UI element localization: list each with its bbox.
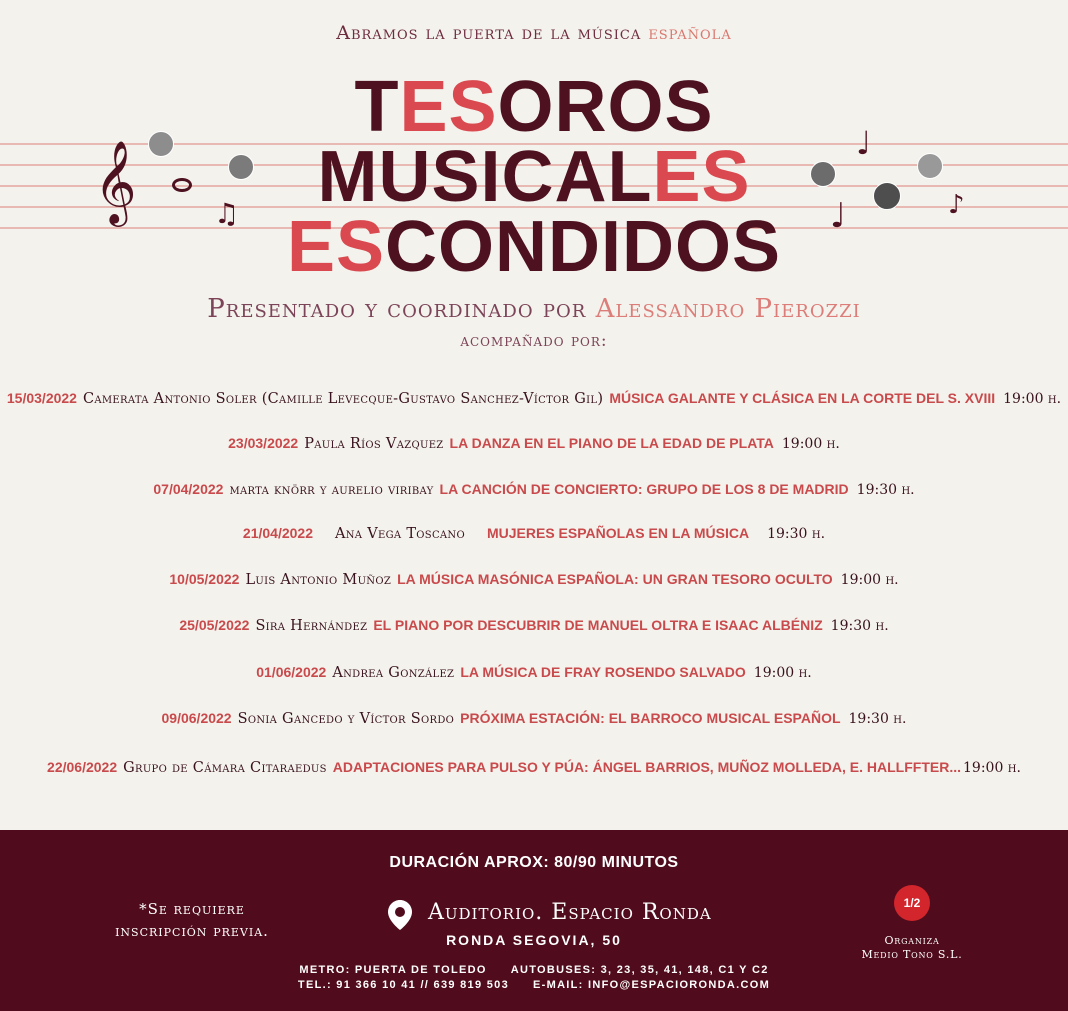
contact-info [0,963,1068,993]
footer [0,830,1068,1011]
event-time: 19:00 h. [753,665,812,681]
event-date: 15/03/2022 [6,390,77,406]
event-time: 19:30 h. [830,618,889,634]
event-time: 19:30 h. [856,482,915,498]
event-title: ADAPTACIONES PARA PULSO Y PÚA: ÁNGEL BARRIOS, MUÑOZ MOLLEDA, E. HALLFFTER... [332,759,961,775]
eighth-note-icon: ♪ [948,190,965,220]
event-artist: Sonia Gancedo y Víctor Sordo [237,711,455,727]
phone-info: TEL.: 91 366 10 41 // 639 819 503 [297,979,509,991]
event-artist: Grupo de Cámara Citaraedus [123,760,327,776]
treble-clef-icon: 𝄞 [94,139,137,223]
event-row [0,390,1068,407]
event-artist: Paula Ríos Vazquez [304,436,444,452]
event-title: MÚSICA GALANTE Y CLÁSICA EN LA CORTE DEL S. XVIII [609,390,996,406]
event-row [0,710,1068,727]
title-line-1: TESOROS [354,67,714,147]
event-date: 21/04/2022 [242,525,313,541]
presenter-prefix: Presentado y coordinado por [207,294,587,324]
event-time: 19:30 h. [767,526,826,542]
event-row [0,525,1068,542]
email-link[interactable]: E-MAIL: INFO@ESPACIORONDA.COM [533,979,771,991]
event-date: 10/05/2022 [169,571,240,587]
event-date: 09/06/2022 [161,710,232,726]
event-row [0,664,1068,681]
event-date: 25/05/2022 [179,617,250,633]
note-line-2: inscripción previa. [115,922,269,940]
event-artist: Camerata Antonio Soler (Camille Levecque-Gustavo Sanchez-Víctor Gil) [82,391,604,407]
event-title: LA MÚSICA MASÓNICA ESPAÑOLA: UN GRAN TESORO OCULTO [397,571,833,587]
event-row [0,481,1068,498]
note-line-1: *Se requiere [139,900,245,918]
event-time: 19:00 h. [840,572,899,588]
eighth-notes-icon: ♫ [214,197,240,230]
event-artist: marta knörr y aurelio viribay [229,482,434,498]
event-title: PRÓXIMA ESTACIÓN: EL BARROCO MUSICAL ESPAÑOL [460,710,841,726]
event-artist: Luis Antonio Muñoz [245,572,392,588]
event-time: 19:30 h. [848,711,907,727]
event-artist: Ana Vega Toscano [334,526,465,542]
organizer-label: Organiza [884,934,940,947]
venue-name: Auditorio. Espacio Ronda [428,900,712,925]
event-row [0,435,1068,452]
event-row [0,617,1068,634]
event-title: EL PIANO POR DESCUBRIR DE MANUEL OLTRA E ISAAC ALBÉNIZ [373,617,823,633]
half-note-icon: ♩ [830,196,847,236]
event-artist: Andrea González [332,665,455,681]
tagline-main: Abramos la puerta de la música [336,22,642,44]
bus-info: AUTOBUSES: 3, 23, 35, 41, 148, C1 Y C2 [510,964,769,976]
tagline-accent: española [648,22,732,44]
title-line-2: MUSICALES [317,137,751,217]
page-badge: 1/2 [894,885,930,921]
event-date: 22/06/2022 [47,759,118,775]
event-date: 01/06/2022 [256,664,327,680]
event-row [0,759,1068,776]
main-title [0,67,1068,287]
event-time: 19:00 h. [963,760,1021,776]
venue-address: RONDA SEGOVIA, 50 [446,932,622,948]
event-time: 19:00 h. [781,436,840,452]
presenter-line [0,294,1068,324]
accompanied-label: acompañado por: [460,331,608,351]
title-line-3: ESCONDIDOS [286,207,782,287]
metro-info: METRO: PUERTA DE TOLEDO [299,964,487,976]
event-row [0,571,1068,588]
event-date: 23/03/2022 [228,435,299,451]
location-pin-icon [388,900,412,930]
event-title: LA CANCIÓN DE CONCIERTO: GRUPO DE LOS 8 DE MADRID [439,481,849,497]
duration-label: DURACIÓN APROX: 80/90 MINUTOS [389,854,679,871]
event-time: 19:00 h. [1003,391,1062,407]
presenter-name: Alessandro Pierozzi [595,294,861,324]
event-title: MUJERES ESPAÑOLAS EN LA MÚSICA [486,525,750,541]
event-date: 07/04/2022 [153,481,224,497]
event-artist: Sira Hernández [255,618,368,634]
quarter-note-icon: ♩ [856,124,872,162]
organizer-name: Medio Tono S.L. [861,948,963,961]
tagline [0,22,1068,44]
organizer [850,934,974,962]
event-title: LA DANZA EN EL PIANO DE LA EDAD DE PLATA [449,435,774,451]
event-title: LA MÚSICA DE FRAY ROSENDO SALVADO [460,664,746,680]
